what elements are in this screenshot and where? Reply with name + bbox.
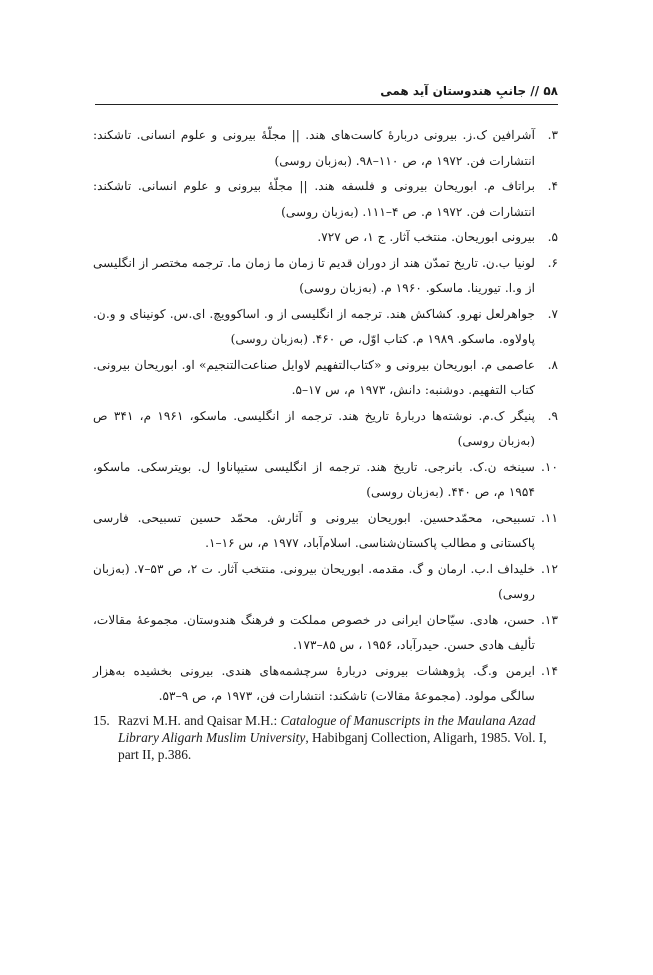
note-number: ۶. <box>547 255 558 270</box>
note-number: ۹. <box>547 408 558 423</box>
endnote-14 <box>93 659 558 710</box>
header-rule <box>95 104 558 105</box>
endnote-10 <box>93 455 558 506</box>
note-text: ایرمن و.گ. پژوهشات بیرونی دربارۀ سرچشمه‌های هندی. بیرونی بخشیده به‌هزار سالگی مولود. (مجموعۀ مقالات) تاشکند: انتشارات فن، ۱۹۷۳ م، ص ۹–۵۳. <box>93 663 535 703</box>
note-number: ۸. <box>547 357 558 372</box>
note-title: Catalogue of Manuscripts in the Maulana Azad Library Aligarh Muslim University <box>118 712 536 745</box>
running-title: جانبِ هندوستان آید همی <box>380 84 527 98</box>
note-text: لونیا ب.ن. تاریخ تمدّن هند از دوران قدیم تا زمان ما زمان ما. ترجمه مختصر از انگلیسی از و.ا. تیورینا. ماسکو. ۱۹۶۰ م. (به‌زبان روسی) <box>93 255 535 295</box>
note-number: ۳. <box>547 128 558 142</box>
endnote-12 <box>93 557 558 608</box>
note-number: ۵. <box>547 230 558 244</box>
endnote-5 <box>93 225 558 251</box>
endnote-15 <box>93 712 558 763</box>
endnote-7 <box>93 302 558 353</box>
endnote-6 <box>93 251 558 302</box>
endnote-8 <box>93 353 558 404</box>
note-text: پنیگر ک.م. نوشته‌ها دربارۀ تاریخ هند. ترجمه از انگلیسی. ماسکو، ۱۹۶۱ م، ۳۴۱ ص (به‌زبان روسی) <box>93 408 535 448</box>
endnote-11 <box>93 506 558 557</box>
header-separator: // <box>530 84 540 98</box>
endnote-4 <box>93 174 558 225</box>
note-number: ۷. <box>547 306 558 321</box>
note-number: ۱۲. <box>541 561 558 576</box>
note-text: عاصمی م. ابوریحان بیرونی و «کتاب‌التفهیم لاوایل صناعت‌التنجیم» او. ابوریحان بیرونی. کتاب التفهیم. دوشنبه: دانش، ۱۹۷۳ م، س ۱۷–۵. <box>93 357 535 397</box>
note-authors: Razvi M.H. and Qaisar M.H.: <box>118 712 281 728</box>
endnote-13 <box>93 608 558 659</box>
note-number: ۱۰. <box>541 459 558 474</box>
page-number: ۵۸ <box>543 84 558 98</box>
note-text: خلیداف ا.ب. ارمان و گ. مقدمه. ابوریحان بیرونی. منتخب آثار. ت ۲، ص ۵۳–۷. (به‌زبان روسی) <box>93 561 535 601</box>
note-number: ۱۳. <box>541 612 558 627</box>
note-text: حسن، هادی. سیّاحان ایرانی در خصوص مملکت و فرهنگ هندوستان. مجموعۀ مقالات، تألیف هادی حسن. حیدرآباد، ۱۹۵۶ ، س ۸۵–۱۷۳. <box>93 612 535 652</box>
endnote-9 <box>93 404 558 455</box>
endnote-3 <box>93 123 558 174</box>
note-text: آشرافین ک.ز. بیرونی دربارۀ کاست‌های هند. || مجلّۀ بیرونی و علوم انسانی. تاشکند: انتشارات فن. ۱۹۷۲ م، ص ۱۱۰–۹۸. (به‌زبان روسی) <box>93 128 535 168</box>
header-text <box>380 84 558 98</box>
note-number: ۴. <box>547 179 558 193</box>
note-number: 15. <box>93 712 110 728</box>
note-number: ۱۴. <box>541 663 558 678</box>
endnotes-list <box>93 123 558 763</box>
note-text: بیرونی ابوریحان. منتخب آثار. ج ۱، ص ۷۲۷. <box>317 230 535 244</box>
note-text: براتاف م. ابوریحان بیرونی و فلسفه هند. || مجلّۀ بیرونی و علوم انسانی. تاشکند: انتشارات فن. ۱۹۷۲ م. ص ۴–۱۱۱. (به‌زبان روسی) <box>93 179 535 219</box>
note-text: جواهرلعل نهرو. کشاکش هند. ترجمه از انگلیسی از و. اساکوویچ. ای.س. کونینای و و.ن. پاولاوه. ماسکو. ۱۹۸۹ م. کتاب اوّل، ص ۴۶۰. (به‌زبان روسی) <box>93 306 535 346</box>
running-header <box>95 84 558 104</box>
note-text: سینخه ن.ک. بانرجی. تاریخ هند. ترجمه از انگلیسی ستیپاناوا ل. بویترسکی. ماسکو، ۱۹۵۴ م، ص ۴۴۰. (به‌زبان روسی) <box>93 459 535 499</box>
note-text: تسبیحی، محمّدحسین. ابوریحان بیرونی و آثارش. محمّد حسین تسبیحی. فارسی پاکستانی و مطالب پاکستان‌شناسی. اسلام‌آباد، ۱۹۷۷ م، س ۱۶–۱. <box>93 510 535 550</box>
note-rest: , Habibganj Collection, Aligarh, 1985. Vol. I, part II, p.386. <box>118 729 547 762</box>
note-number: ۱۱. <box>541 510 558 525</box>
